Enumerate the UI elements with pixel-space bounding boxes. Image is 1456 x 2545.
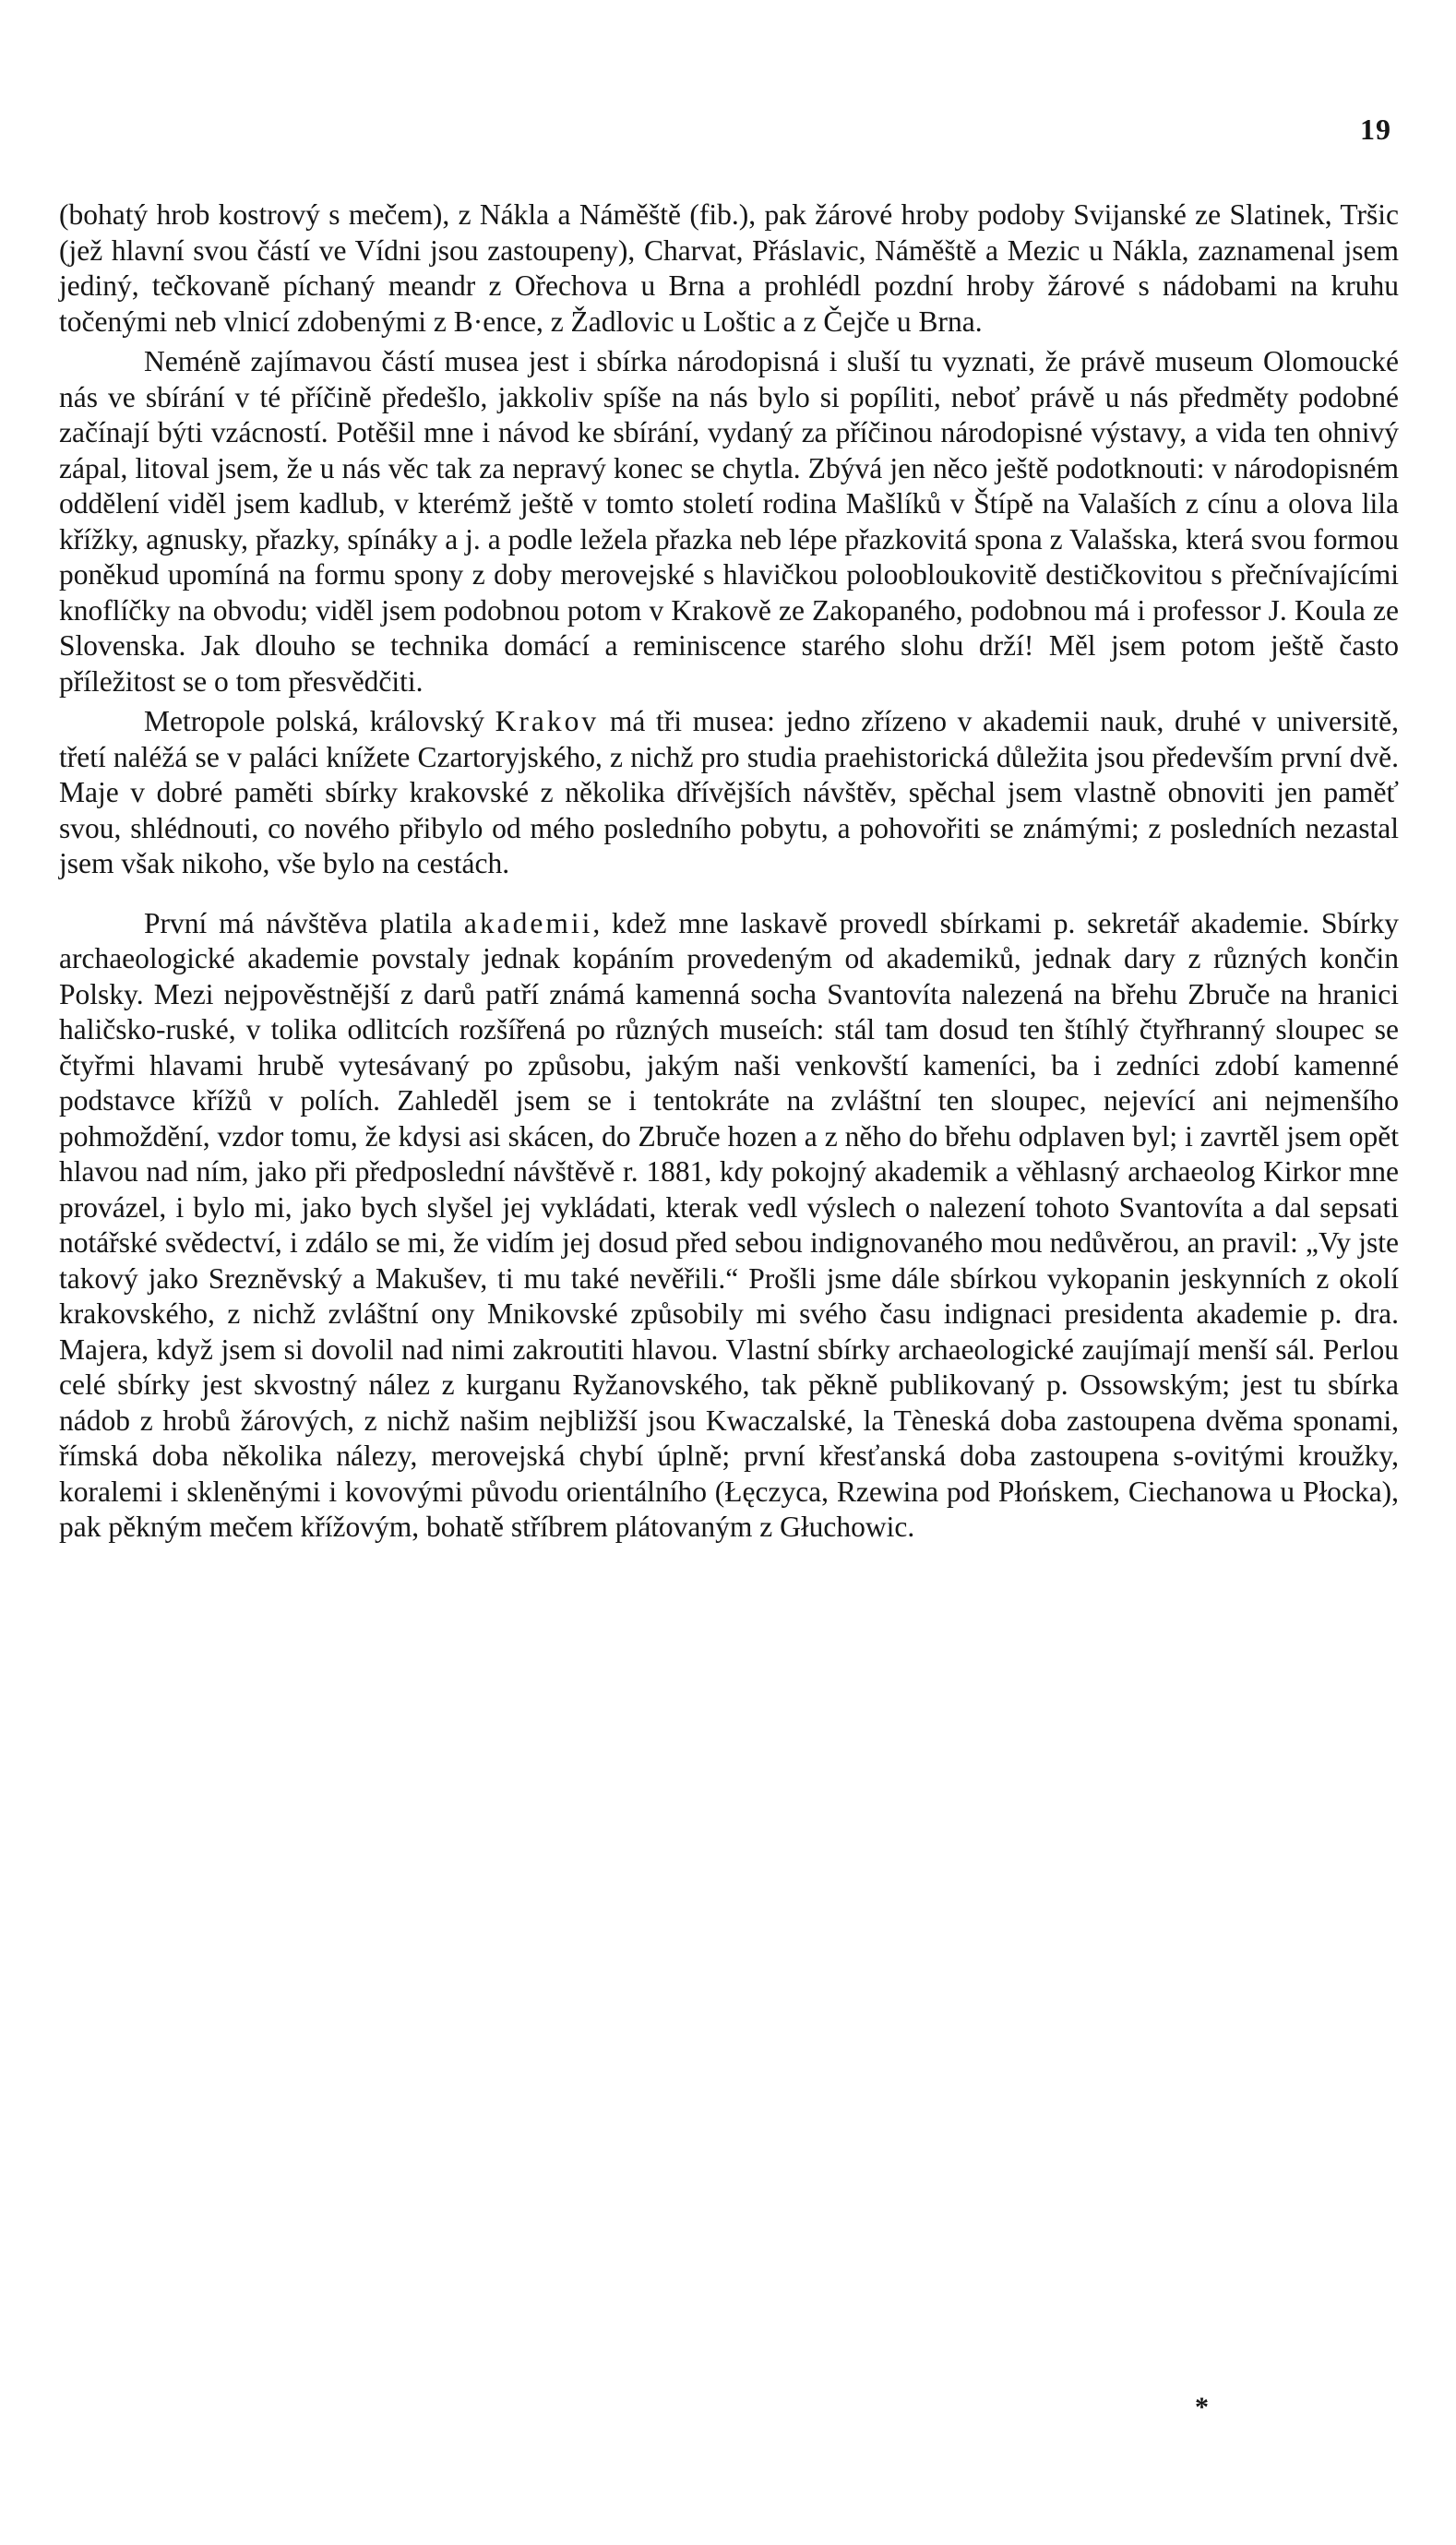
paragraph-1 (59, 197, 1399, 340)
body-text (59, 197, 1399, 1546)
paragraph-3-emphasis: Krakov (495, 705, 600, 737)
paragraph-3-text-end: má tři musea: jedno zřízeno v akademii nauk, druhé v universitě, třetí naléžá se v paláci knížete Czartoryjského, z nichž pro studia praehistorická důležita jsou především první dvě. Maje v dobré paměti sbírky krakovské z několika dřívějších návštěv, spěchal jsem vlastně obnoviti jen paměť svou, shlédnouti, co nového přibylo od mého posledního pobytu, a pohovořiti se známými; z posledních nezastal jsem však nikoho, vše bylo na cestách. (59, 705, 1399, 879)
page-number: 19 (1360, 113, 1391, 146)
paragraph-4-emphasis: akademii (463, 906, 593, 939)
paragraph-3-text-start: Metropole polská, královský (144, 705, 495, 737)
paragraph-4-text-end: , kdež mne laskavě provedl sbírkami p. sekretář akademie. Sbírky archaeologické akademie povstaly jednak kopáním provedeným od akademiků, jednak dary z různých končin Polsky. Mezi nejpověstnější z darů patří známá kamenná socha Svantovíta nalezená na břehu Zbruče na hranici haličsko-ruské, v tolika odlitcích rozšířená po různých museích: stál tam dosud ten štíhlý čtyřhranný sloupec se čtyřmi hlavami hrubě vytesávaný po způsobu, jakým naši venkovští kameníci, ba i zedníci zdobí kamenné podstavce křížů v polích. Zahleděl jsem se i tentokráte na zvláštní ten sloupec, nejevící ani nejmenšího pohmoždění, vzdor tomu, že kdysi asi skácen, do Zbruče hozen a z něho do břehu odplaven byl; i zavrtěl jsem opět hlavou nad ním, jako při předposlední návštěvě r. 1881, kdy pokojný akademik a věhlasný archaeolog Kirkor mne provázel, i bylo mi, jako bych slyšel jej vykládati, kterak vedl výslech o nalezení tohoto Svantovíta a dal sepsati notářské svědectví, i zdálo se mi, že vidím jej dosud před sebou indignovaného mou nedůvěrou, an pravil: „Vy jste takový jako Sreznĕvský a Makušev, ti mu také nevěřili.“ Prošli jsme dále sbírkou vykopanin jeskynních z okolí krakovského, z nichž zvláštní ony Mnikovské způsobily mi svého času indignaci presidenta akademie p. dra. Majera, když jsem si dovolil nad nimi zakroutiti hlavou. Vlastní sbírky archaeologické zaujímají menší sál. Perlou celé sbírky jest skvostný nález z kurganu Ryžanovského, tak pěkně publikovaný p. Ossowským; jest tu sbírka nádob z hrobů žárových, z nichž našim nejbližší jsou Kwaczalské, la Tèneská doba zastoupena dvěma sponami, římská doba několika nálezy, merovejská chybí úplně; první křesťanská doba zastoupena s-ovitými kroužky, koralemi i skleněnými i kovovými původu orientálního (Łęczyca, Rzewina pod Płońskem, Ciechanowa u Płocka), pak pěkným mečem křížovým, bohatě stříbrem plátovaným z Głuchowic. (59, 906, 1399, 1543)
paragraph-4 (59, 906, 1399, 1546)
paragraph-2-text: Neméně zajímavou částí musea jest i sbírka národopisná i sluší tu vyznati, že právě museum Olomoucké nás ve sbírání v té příčině předešlo, jakkoliv spíše na nás bylo si popíliti, neboť právě u nás předměty podobné začínají býti vzácností. Potěšil mne i návod ke sbírání, vydaný za příčinou národopisné výstavy, a vida ten ohnivý zápal, litoval jsem, že u nás věc tak za nepravý konec se chytla. Zbývá jen něco ještě podotknouti: v národopisném oddělení viděl jsem kadlub, v kterémž ještě v tomto století rodina Mašlíků v Štípě na Valaších z cínu a olova lila křížky, agnusky, přazky, spínáky a j. a podle ležela přazka neb lépe přazkovitá spona z Valašska, která svou formou poněkud upomíná na formu spony z doby merovejské s hlavičkou poloobloukovitě destičkovitou s přečnívajícími knoflíčky na obvodu; viděl jsem podobnou potom v Krakově ze Zakopaného, podobnou má i professor J. Koula ze Slovenska. Jak dlouho se technika domácí a reminiscence starého slohu drží! Měl jsem potom ještě často příležitost se o tom přesvědčiti. (59, 345, 1399, 698)
paragraph-4-text-start: První má návštěva platila (144, 906, 464, 939)
paragraph-2 (59, 344, 1399, 699)
paragraph-1-text: (bohatý hrob kostrový s mečem), z Nákla a Náměště (fib.), pak žárové hroby podoby Svijanské ze Slatinek, Tršic (jež hlavní svou částí ve Vídni jsou zastoupeny), Charvat, Přáslavic, Náměště a Mezic u Nákla, zaznamenal jsem jediný, tečkovaně píchaný meandr z Ořechova u Brna a prohlédl pozdní hroby žárové s nádobami na kruhu točenými neb vlnicí zdobenými z B·ence, z Žadlovic u Loštic a z Čejče u Brna. (59, 198, 1399, 338)
footer-mark: * (1195, 2392, 1209, 2422)
paragraph-3 (59, 704, 1399, 882)
